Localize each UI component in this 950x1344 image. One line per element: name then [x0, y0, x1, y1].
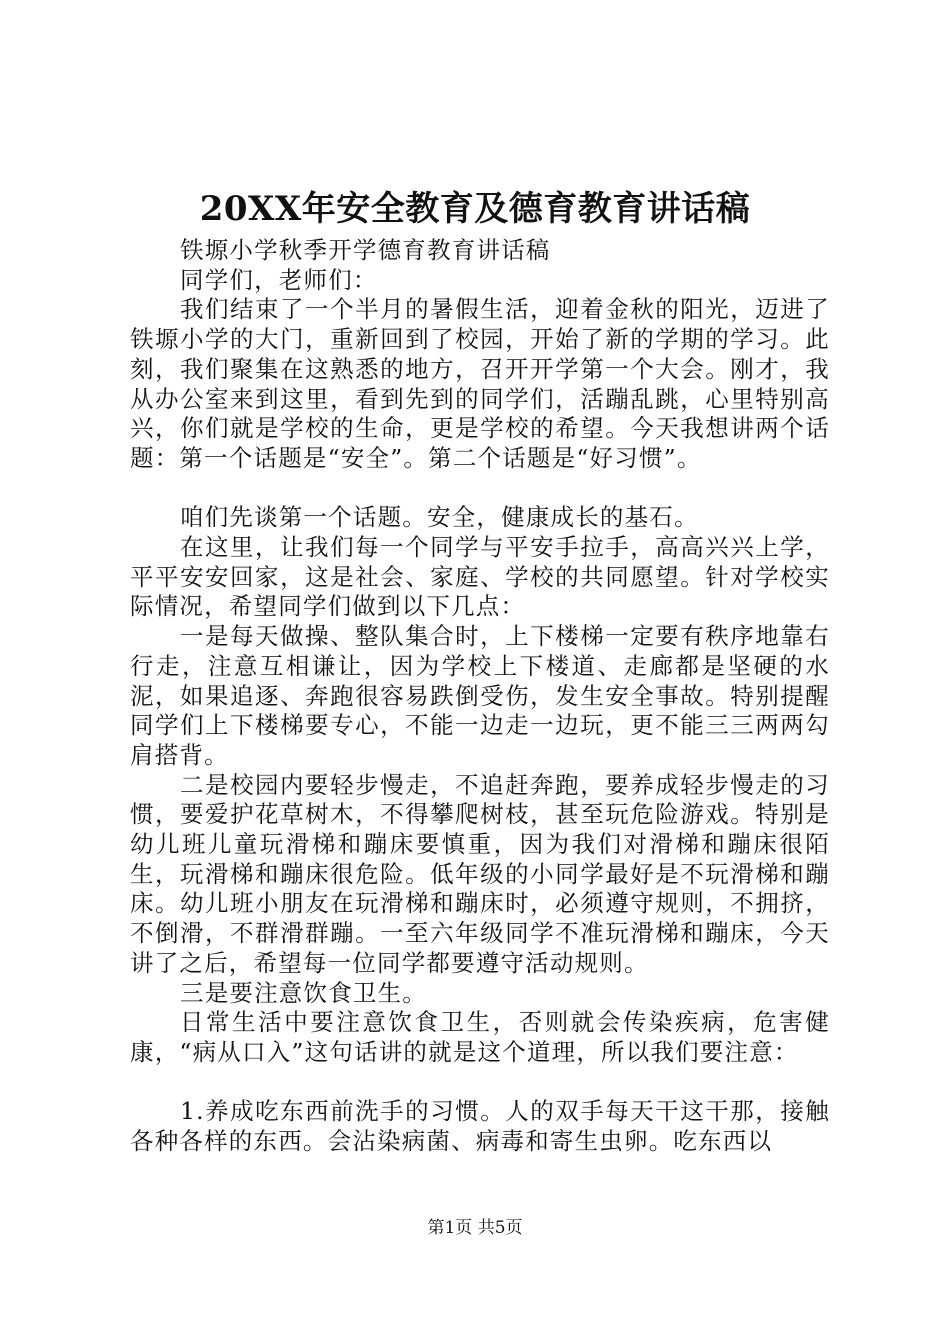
paragraph: 同学们，老师们：: [180, 265, 378, 294]
paragraph: 日常生活中要注意饮食卫生，否则就会传染疾病，危害健康，“病从口入”这句话讲的就是这个道理，所以我们要注意：: [130, 1008, 830, 1066]
paragraph: 1.养成吃东西前洗手的习惯。人的双手每天干这干那，接触各种各样的东西。会沾染病菌、病毒和寄生虫卵。吃东西以: [130, 1097, 830, 1156]
paragraph: 我们结束了一个半月的暑假生活，迎着金秋的阳光，迈进了铁塬小学的大门，重新回到了校园，开始了新的学期的学习。此刻，我们聚集在这熟悉的地方，召开开学第一个大会。刚才，我从办公室来到这里，看到先到的同学们，活蹦乱跳，心里特别高兴，你们就是学校的生命，更是学校的希望。今天我想讲两个话题：第一个话题是“安全”。第二个话题是“好习惯”。: [130, 295, 830, 472]
paragraph: 三是要注意饮食卫生。: [180, 978, 427, 1007]
paragraph: 铁塬小学秋季开学德育教育讲话稿: [180, 236, 551, 264]
document-body: [130, 236, 830, 1157]
page-footer: 第1页 共5页: [427, 1218, 523, 1238]
document-title: 20XX年安全教育及德育教育讲话稿: [199, 189, 751, 229]
paragraph: 一是每天做操、整队集合时，上下楼梯一定要有秩序地靠右行走，注意互相谦让，因为学校上下楼道、走廊都是坚硬的水泥，如果追逐、奔跑很容易跌倒受伤，发生安全事故。特别提醒同学们上下楼梯要专心，不能一边走一边玩，更不能三三两两勾肩搭背。: [130, 622, 830, 769]
paragraph: 咱们先谈第一个话题。安全，健康成长的基石。: [180, 503, 699, 532]
paragraph: 在这里，让我们每一个同学与平安手拉手，高高兴兴上学，平平安安回家，这是社会、家庭、学校的共同愿望。针对学校实际情况，希望同学们做到以下几点：: [130, 533, 830, 621]
paragraph: 二是校园内要轻步慢走，不追赶奔跑，要养成轻步慢走的习惯，要爱护花草树木，不得攀爬树枝，甚至玩危险游戏。特别是幼儿班儿童玩滑梯和蹦床要慎重，因为我们对滑梯和蹦床很陌生，玩滑梯和蹦床很危险。低年级的小同学最好是不玩滑梯和蹦床。幼儿班小朋友在玩滑梯和蹦床时，必须遵守规则，不拥挤，不倒滑，不群滑群蹦。一至六年级同学不准玩滑梯和蹦床，今天讲了之后，希望每一位同学都要遵守活动规则。: [130, 770, 830, 977]
